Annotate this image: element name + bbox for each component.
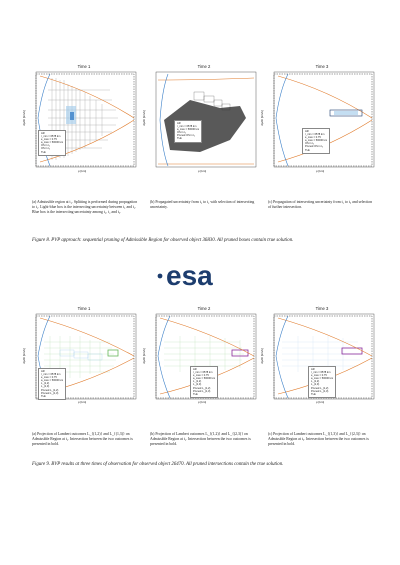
legend: [308, 366, 336, 398]
legend-item: TLE: [41, 394, 46, 398]
panel-title: Time 2: [197, 64, 211, 69]
legend-item: AR: [193, 368, 197, 371]
legend-item: e_max = 0.75: [311, 374, 327, 378]
legend-item: OS in t₂: [41, 144, 50, 148]
fig9-panel-a: [21, 306, 138, 407]
legend: [190, 366, 218, 398]
legend-item: TLE: [177, 137, 182, 141]
y-axis-label: dρ/dt [km/s]: [259, 348, 264, 364]
legend-item: L_{1,2}: [193, 380, 202, 384]
x-axis-label: ρ [km]: [316, 400, 325, 404]
plot-area: [268, 70, 376, 175]
fig9-subcaption-b: (b) Projection of Lambert outcomes L_{(1,2)} and L_{(2,3)} on Admissible Region at t₂. Intersection between the two outcomes is presented in bold.: [150, 432, 251, 446]
legend-item: e_max = 0.75: [41, 376, 57, 380]
legend-item: Pruned OS in t₂: [177, 134, 196, 138]
legend-item: e_max = 0.75: [305, 136, 321, 140]
legend-item: L_{1,3}: [193, 383, 202, 387]
legend-item: Pruned OS in t₃: [305, 145, 324, 149]
legend-item: e_max = 0.75: [41, 138, 57, 142]
fig8-panel-a: [21, 64, 138, 175]
legend-item: a_max = 50000 km: [41, 141, 64, 145]
legend-item: r_min = 6578 km: [177, 125, 197, 129]
legend-item: L_{1,3}: [311, 383, 320, 387]
fig9-subcaption-c: (c) Projection of Lambert outcomes L_{(1,3)} and L_{(2,3)} on Admissible Region at t₃. Intersection between the two outcomes is presented in bold.: [268, 432, 369, 446]
legend-item: AR: [177, 122, 181, 125]
x-axis-label: ρ [km]: [78, 169, 87, 173]
fig8-subcaption-b: (b) Propagated uncertainty from t₁ to t₂ with selection of intersecting uncertainty.: [150, 200, 255, 209]
legend-item: a_max = 50000 km: [193, 377, 216, 381]
fig8-panel-b: [141, 64, 258, 175]
panel-title: Time 1: [77, 306, 91, 311]
legend-item: TLE: [193, 392, 198, 396]
esa-logo-mark: [150, 256, 250, 296]
legend-item: a_max = 50000 km: [305, 139, 328, 143]
legend-item: Pruned L_{1,3}: [193, 389, 211, 393]
fig8-panel-c: [259, 64, 376, 175]
y-axis-label: dρ/dt [km/s]: [141, 110, 146, 126]
legend-item: r_min = 6578 km: [311, 371, 331, 375]
legend: [174, 120, 202, 143]
fig9-panel-b: [141, 306, 258, 407]
legend-item: TLE: [305, 148, 310, 152]
legend-item: r_min = 6578 km: [41, 135, 61, 139]
legend-item: AR: [41, 370, 45, 373]
panel-title: Time 3: [315, 64, 329, 69]
legend-item: OS in t₂: [177, 131, 186, 135]
legend-item: r_min = 6578 km: [305, 133, 325, 137]
legend-item: Pruned L_{1,2}: [311, 386, 329, 390]
legend-item: OS in t₃: [305, 142, 314, 146]
legend-item: AR: [305, 130, 309, 133]
legend-item: L_{1,3}: [41, 385, 50, 389]
legend-item: Pruned L_{1,2}: [41, 388, 59, 392]
esa-logo-text: esa: [166, 260, 213, 291]
plot-area: [150, 70, 258, 175]
plot-area: [30, 70, 138, 175]
legend-item: a_max = 50000 km: [41, 379, 64, 383]
fig8-caption: Figure 8. PVP approach: sequential pruning of Admissible Region for observed object 36830. All pruned boxes contain true solution.: [32, 238, 294, 243]
legend-item: r_min = 6578 km: [41, 373, 61, 377]
legend-item: a_max = 50000 km: [311, 377, 334, 381]
fig8-subcaption-c: (c) Propagation of intersecting uncertainty from t₂ to t₃ and selection of further intersection.: [268, 200, 373, 209]
x-axis-label: ρ [km]: [198, 169, 207, 173]
legend-item: e_max = 0.75: [193, 374, 209, 378]
legend-item: Pruned L_{1,3}: [41, 391, 59, 395]
y-axis-label: dρ/dt [km/s]: [141, 348, 146, 364]
legend: [38, 368, 66, 400]
y-axis-label: dρ/dt [km/s]: [259, 110, 264, 126]
legend-item: Pruned L_{1,2}: [193, 386, 211, 390]
legend-item: r_min = 6578 km: [193, 371, 213, 375]
x-axis-label: ρ [km]: [78, 400, 87, 404]
y-axis-label: dρ/dt [km/s]: [21, 110, 26, 126]
esa-logo: [150, 256, 250, 296]
panel-title: Time 1: [77, 64, 91, 69]
fig9-subcaption-a: (a) Projection of Lambert outcomes L_{(1,2)} and L_{(1,3)} on Admissible Region at t₁. Intersection between the two outcomes is presented in bold.: [32, 432, 133, 446]
legend-item: TLE: [41, 150, 46, 154]
panel-title: Time 3: [315, 306, 329, 311]
x-axis-label: ρ [km]: [198, 400, 207, 404]
legend: [302, 128, 330, 154]
y-axis-label: dρ/dt [km/s]: [21, 348, 26, 364]
panel-title: Time 2: [197, 306, 211, 311]
legend-item: a_max = 50000 km: [177, 128, 200, 132]
legend-item: L_{1,2}: [311, 380, 320, 384]
fig9-caption: Figure 9. BVP results at three times of observation for observed object 26470. All pruned intersections contain the true solution.: [32, 462, 284, 467]
legend-item: TLE: [311, 392, 316, 396]
legend: [38, 130, 66, 156]
legend-item: AR: [311, 368, 315, 371]
legend-item: OS in t₃: [41, 147, 50, 151]
legend-item: AR: [41, 132, 45, 135]
x-axis-label: ρ [km]: [316, 169, 325, 173]
fig8-subcaption-a: (a) Admissible region at t₁. Splitting is performed during propagation to t₂. Light-blue box is the intersecting uncertainty between t₁ and t₂. Blue box is the intersecting uncertainty among t₁, t₂ and t₃.: [32, 200, 138, 214]
fig9-panel-c: [259, 306, 376, 407]
legend-item: L_{1,2}: [41, 382, 50, 386]
legend-item: Pruned L_{1,3}: [311, 389, 329, 393]
